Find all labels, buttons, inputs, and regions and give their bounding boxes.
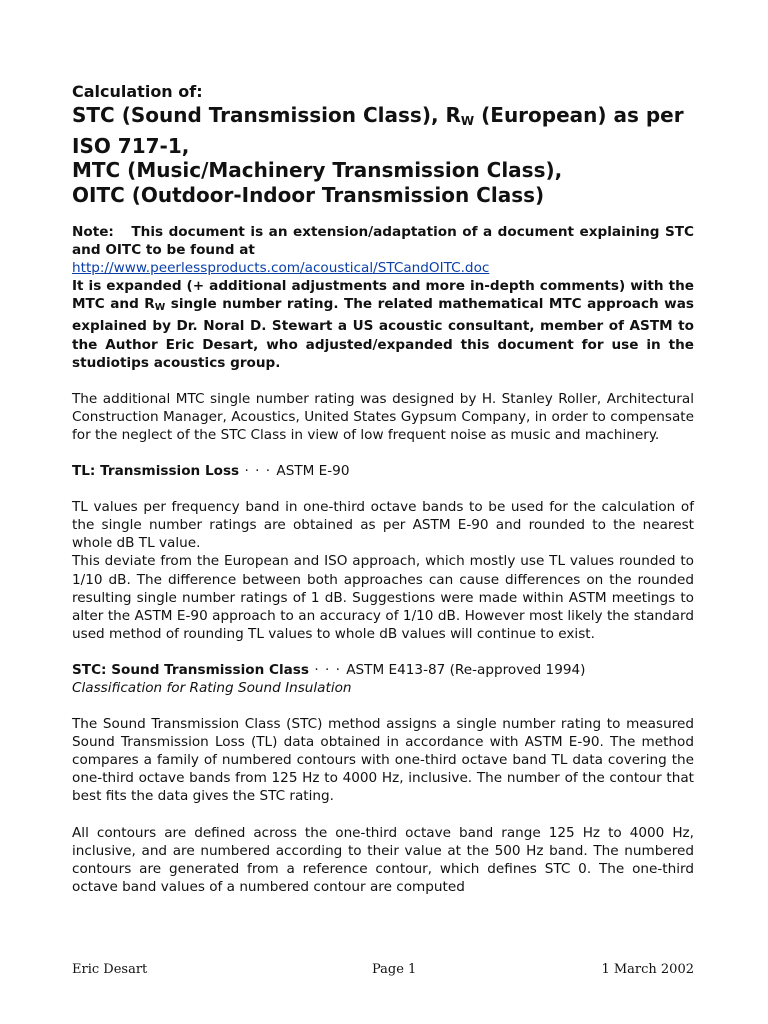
note-block (72, 223, 694, 372)
stc-paragraph-2: All contours are defined across the one-third octave band range 125 Hz to 4000 Hz, inclusive, and are numbered according to their value at the 500 Hz band. The numbered contours are generated from a reference contour, which defines STC 0. The one-third octave band values of a numbered contour are computed (72, 824, 694, 895)
note-paragraph (72, 223, 694, 259)
stc-standard: ASTM E413-87 (Re-approved 1994) (346, 661, 586, 678)
tl-standard: ASTM E-90 (276, 463, 350, 480)
rw-subscript-note: W (154, 302, 166, 314)
footer-date: 1 March 2002 (601, 962, 694, 977)
document-title (72, 103, 694, 207)
mtc-paragraph: The additional MTC single number rating was designed by H. Stanley Roller, Architectural Construction Manager, Acoustics, United States Gypsum Company, in order to compensate for the neglect of the STC Class in view of low frequent noise as music and machinery. (72, 390, 694, 443)
footer-page-number: Page 1 (372, 962, 417, 977)
stc-heading: STC: Sound Transmission Class · · · ASTM E413-87 (Re-approved 1994) (72, 661, 586, 678)
footer-author: Eric Desart (72, 962, 148, 977)
title-line-mtc: MTC (Music/Machinery Transmission Class), (72, 158, 563, 182)
tl-paragraph-1: TL values per frequency band in one-third octave bands to be used for the calculation of the single number ratings are obtained as per ASTM E-90 and rounded to the nearest whole dB TL value. (72, 499, 694, 552)
note-expanded-paragraph: It is expanded (+ additional adjustments and more in-depth comments) with the MTC and RW single number rating. The related mathematical MTC approach was explained by Dr. Noral D. Stewart a US acoustic consultant, member of ASTM to the Author Eric Desart, who adjusted/expanded this document for use in the studiotips acoustics group. (72, 278, 695, 371)
title-line-oitc: OITC (Outdoor-Indoor Transmission Class) (72, 182, 545, 207)
document-page (72, 82, 694, 896)
stc-subtitle: Classification for Rating Sound Insulation (72, 679, 352, 696)
note-label: Note: (72, 224, 114, 240)
title-line-iso: ISO 717-1, (72, 133, 190, 158)
tl-paragraph-2: This deviate from the European and ISO approach, which mostly use TL values rounded to 1/10 dB. The difference between both approaches can cause differences on the rounded resulting single number ratings of 1 dB. Suggestions were made within ASTM meetings to alter the ASTM E-90 approach to an accuracy of 1/10 dB. However most likely the standard used method of rounding TL values to whole dB values will continue to exist. (72, 553, 694, 642)
title-line-stc: STC (Sound Transmission Class), $R_W$ (European) as per (72, 103, 684, 128)
calculation-label: Calculation of: (72, 82, 203, 101)
rw-subscript: W (460, 114, 475, 128)
tl-heading: TL: Transmission Loss · · · ASTM E-90 (72, 463, 350, 480)
note-text: This document is an extension/adaptation of a document explaining STC and OITC to be found at (72, 224, 694, 259)
page-footer (72, 962, 694, 980)
stc-paragraph-1: The Sound Transmission Class (STC) method assigns a single number rating to measured Sound Transmission Loss (TL) data obtained in accordance with ASTM E-90. The method compares a family of numbered contours with one-third octave band TL data covering the one-third octave bands from 125 Hz to 4000 Hz, inclusive. The number of the contour that best fits the data gives the STC rating. (72, 716, 694, 805)
source-document-link[interactable]: http://www.peerlessproducts.com/acoustical/STCandOITC.doc (72, 260, 490, 277)
